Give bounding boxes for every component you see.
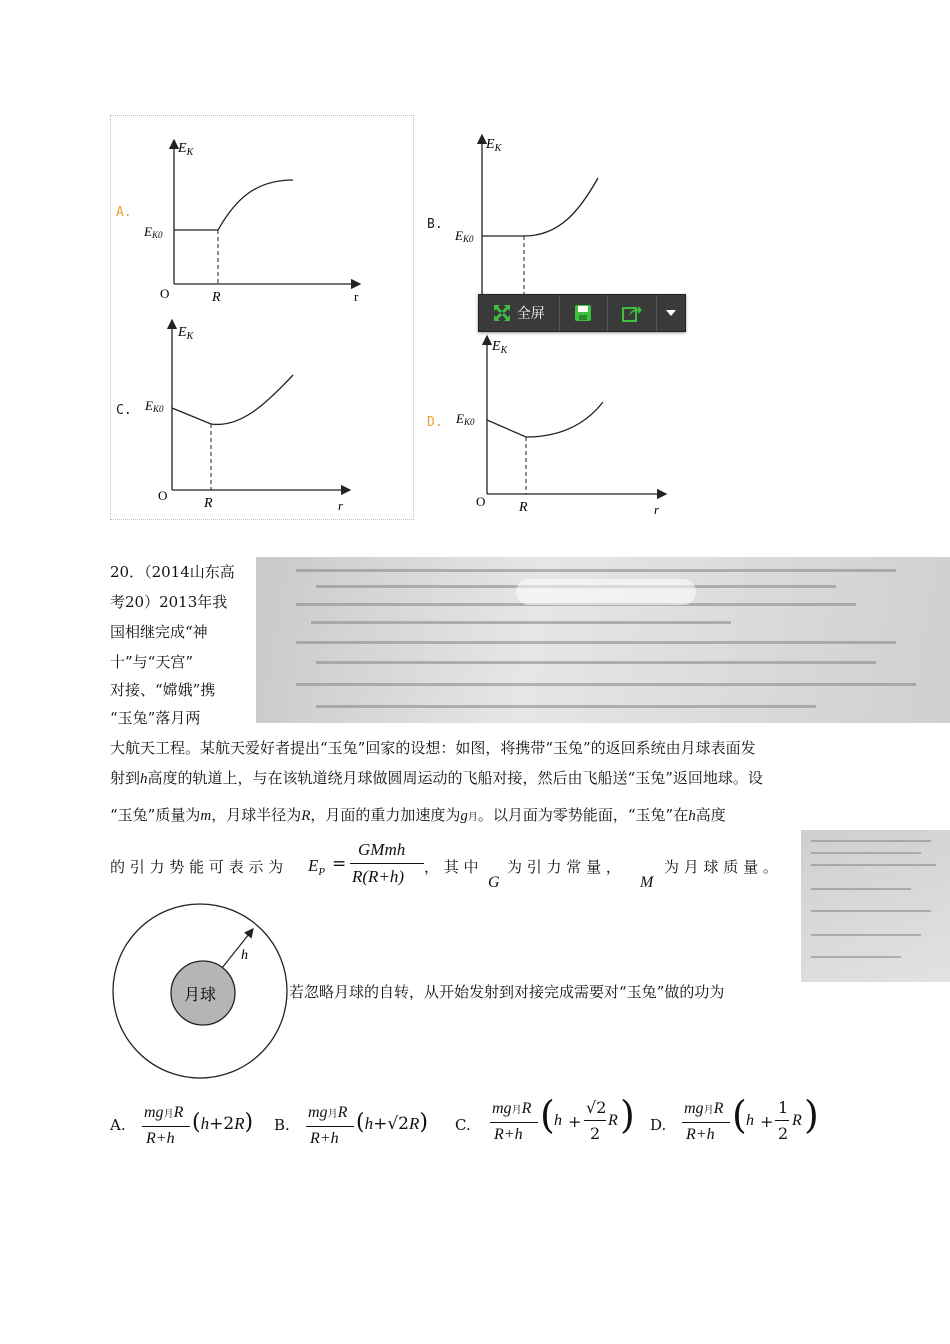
question-line-11: 若忽略月球的自转，从开始发射到对接完成需要对“玉兔”做的功为 — [289, 983, 725, 1001]
ek-axis-label: $E_K$ — [178, 325, 194, 342]
R-label: R — [212, 290, 221, 305]
fullscreen-label: 全屏 — [516, 306, 545, 322]
save-button[interactable] — [560, 295, 609, 331]
question-line-10-d: 为 月 球 质 量 。 — [664, 858, 778, 876]
graph-c — [116, 320, 350, 513]
image-toolbar — [478, 294, 686, 332]
ek-axis-label: $E_K$ — [486, 137, 502, 154]
question-line-9: “玉兔”质量为m，月球半径为R，月面的重力加速度为g月。以月面为零势能面，“玉兔”在h高度 — [110, 806, 726, 824]
question-intro-line-4: 十”与“天宫” — [110, 653, 194, 671]
answer-a-label[interactable]: A. — [110, 1116, 126, 1134]
graph-a — [116, 140, 360, 305]
origin-label: O — [160, 286, 170, 301]
answer-c-label[interactable]: C. — [455, 1116, 471, 1134]
ek0-label: EK0 — [455, 228, 474, 244]
moon-orbit-diagram — [110, 902, 290, 1080]
ek0-label: EK0 — [144, 224, 163, 240]
fullscreen-icon — [493, 304, 511, 322]
option-d-label: D. — [427, 415, 443, 430]
h-variable: h — [140, 771, 148, 787]
origin-label: O — [476, 494, 486, 509]
ek0-label: EK0 — [456, 411, 475, 427]
ek-axis-label: $E_K$ — [492, 339, 508, 356]
option-c-label: C. — [116, 403, 132, 418]
graph-b — [427, 135, 598, 300]
question-line-7: 大航天工程。某航天爱好者提出“玉兔”回家的设想：如图，将携带“玉兔”的返回系统由月球表面发 — [110, 739, 756, 757]
ek-axis-label: $E_K$ — [178, 141, 194, 158]
dropdown-arrow-icon — [666, 310, 676, 316]
moon-label: 月球 — [184, 987, 217, 1004]
question-line-8: 射到h高度的轨道上，与在该轨道绕月球做圆周运动的飞船对接，然后由飞船送“玉兔”返回地球。设 — [110, 769, 763, 787]
scanned-page-photo — [256, 557, 950, 723]
question-intro-line-1: 20．（2014山东高 — [110, 563, 235, 581]
question-line-10-b: ， 其 中 — [424, 858, 479, 876]
fullscreen-button[interactable] — [479, 295, 560, 331]
R-label: R — [519, 500, 528, 515]
h-label: h — [241, 948, 248, 963]
r-label: r — [354, 289, 359, 304]
option-b-label: B. — [427, 217, 443, 232]
M-variable: M — [640, 874, 654, 891]
question-intro-line-6: “玉兔”落月两 — [110, 709, 201, 727]
share-icon — [622, 304, 642, 322]
save-icon — [574, 304, 592, 322]
origin-label: O — [158, 488, 168, 503]
question-intro-line-5: 对接、“嫦娥”携 — [110, 681, 216, 699]
G-variable: G — [488, 874, 500, 891]
r-label: r — [654, 502, 660, 517]
R-label: R — [204, 496, 213, 511]
share-button[interactable] — [608, 295, 657, 331]
answer-b-label[interactable]: B. — [274, 1116, 290, 1134]
question-line-10: 的 引 力 势 能 可 表 示 为 — [110, 858, 284, 876]
ek0-label: EK0 — [145, 398, 164, 414]
answer-d-label[interactable]: D. — [650, 1116, 667, 1134]
graph-options — [0, 0, 950, 540]
toolbar-dropdown-button[interactable] — [657, 295, 685, 331]
question-intro-line-2: 考20）2013年我 — [110, 593, 228, 611]
option-a-label: A. — [116, 205, 132, 220]
r-label: r — [338, 498, 344, 513]
scanned-thumbnail — [801, 830, 950, 982]
graph-d — [427, 336, 666, 517]
answer-choices: A. mg月R R+h (h+2R) B. mg月R R+h (h+√2R) C. mg月R R+h ( h + √2 2 R ) D. mg月R R+h ( h + 1 2 R ) — [110, 1093, 819, 1147]
question-intro-line-3: 国相继完成“神 — [110, 623, 208, 641]
question-line-10-c: 为 引 力 常 量 ， — [507, 858, 621, 876]
